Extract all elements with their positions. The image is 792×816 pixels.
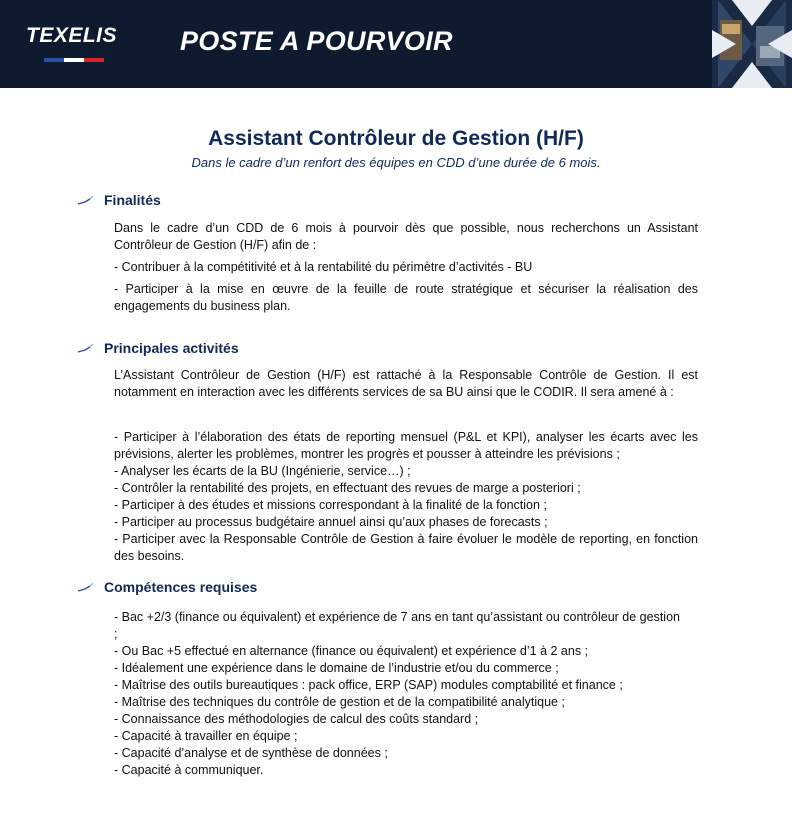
pen-stroke-icon (76, 580, 96, 594)
list-item: - Contribuer à la compétitivité et à la rentabilité du périmètre d’activités - BU (114, 260, 533, 274)
list-item: - Participer au processus budgétaire annuel ainsi qu’aux phases de forecasts ; (114, 515, 548, 529)
list-item: - Bac +2/3 (finance ou équivalent) et expérience de 7 ans en tant qu’assistant ou contrôleur de gestion ; (114, 610, 680, 641)
list-item: - Contrôler la rentabilité des projets, en effectuant des revues de marge a posteriori ; (114, 481, 581, 495)
list-item: - Capacité à communiquer. (114, 763, 264, 777)
list-item: - Maîtrise des outils bureautiques : pack office, ERP (SAP) modules comptabilité et finance ; (114, 678, 623, 692)
list-item: - Ou Bac +5 effectué en alternance (finance ou équivalent) et expérience d’1 à 2 ans ; (114, 644, 589, 658)
section-heading-label: Compétences requises (104, 579, 258, 595)
list-item: - Participer à l’élaboration des états de reporting mensuel (P&L et KPI), analyser les écarts avec les prévisions, alerter les problèmes, montrer les progrès et pousser à atteindre les prévisions ; (114, 430, 698, 461)
list-item: - Participer à la mise en œuvre de la feuille de route stratégique et sécuriser la réalisation des engagements du business plan. (114, 282, 698, 313)
list-item: - Participer avec la Responsable Contrôle de Gestion à faire évoluer le modèle de reporting, en fonction des besoins. (114, 532, 698, 563)
flag-white-stripe (64, 58, 84, 62)
section-heading-activites (76, 340, 239, 356)
section-heading-competences (76, 579, 257, 595)
list-item: - Maîtrise des techniques du contrôle de gestion et de la compatibilité analytique ; (114, 695, 565, 709)
section-heading-label: Finalités (104, 192, 161, 208)
flag-blue-stripe (44, 58, 64, 62)
finalites-intro: Dans le cadre d’un CDD de 6 mois à pourvoir dès que possible, nous recherchons un Assistant Contrôleur de Gestion (H/F) afin de : (114, 221, 698, 252)
header-title: POSTE A POURVOIR (180, 26, 453, 56)
pen-stroke-icon (76, 193, 96, 207)
list-item: - Idéalement une expérience dans le domaine de l’industrie et/ou du commerce ; (114, 661, 559, 675)
activites-intro: L’Assistant Contrôleur de Gestion (H/F) est rattaché à la Responsable Contrôle de Gestion. Il est notamment en interaction avec les différents services de sa BU ainsi que le CODIR. Il sera amené à : (114, 368, 698, 399)
finalites-body (114, 220, 698, 315)
competences-list (114, 609, 684, 779)
list-item: - Connaissance des méthodologies de calcul des coûts standard ; (114, 712, 479, 726)
section-heading-finalites (76, 192, 161, 208)
tricolor-flag-stripe (44, 58, 104, 62)
texelis-logo: TEXELIS (26, 24, 118, 47)
job-title: Assistant Contrôleur de Gestion (H/F) (208, 127, 584, 150)
activites-list (114, 429, 698, 565)
page-header (0, 0, 792, 88)
list-item: - Analyser les écarts de la BU (Ingénierie, service…) ; (114, 464, 411, 478)
flag-red-stripe (84, 58, 104, 62)
job-subtitle: Dans le cadre d’un renfort des équipes en CDD d’une durée de 6 mois. (191, 155, 601, 170)
list-item: - Capacité à travailler en équipe ; (114, 729, 298, 743)
list-item: - Capacité d’analyse et de synthèse de données ; (114, 746, 388, 760)
vehicle-photo-collage-icon (712, 0, 792, 88)
pen-stroke-icon (76, 341, 96, 355)
list-item: - Participer à des études et missions correspondant à la finalité de la fonction ; (114, 498, 547, 512)
section-heading-label: Principales activités (104, 340, 239, 356)
